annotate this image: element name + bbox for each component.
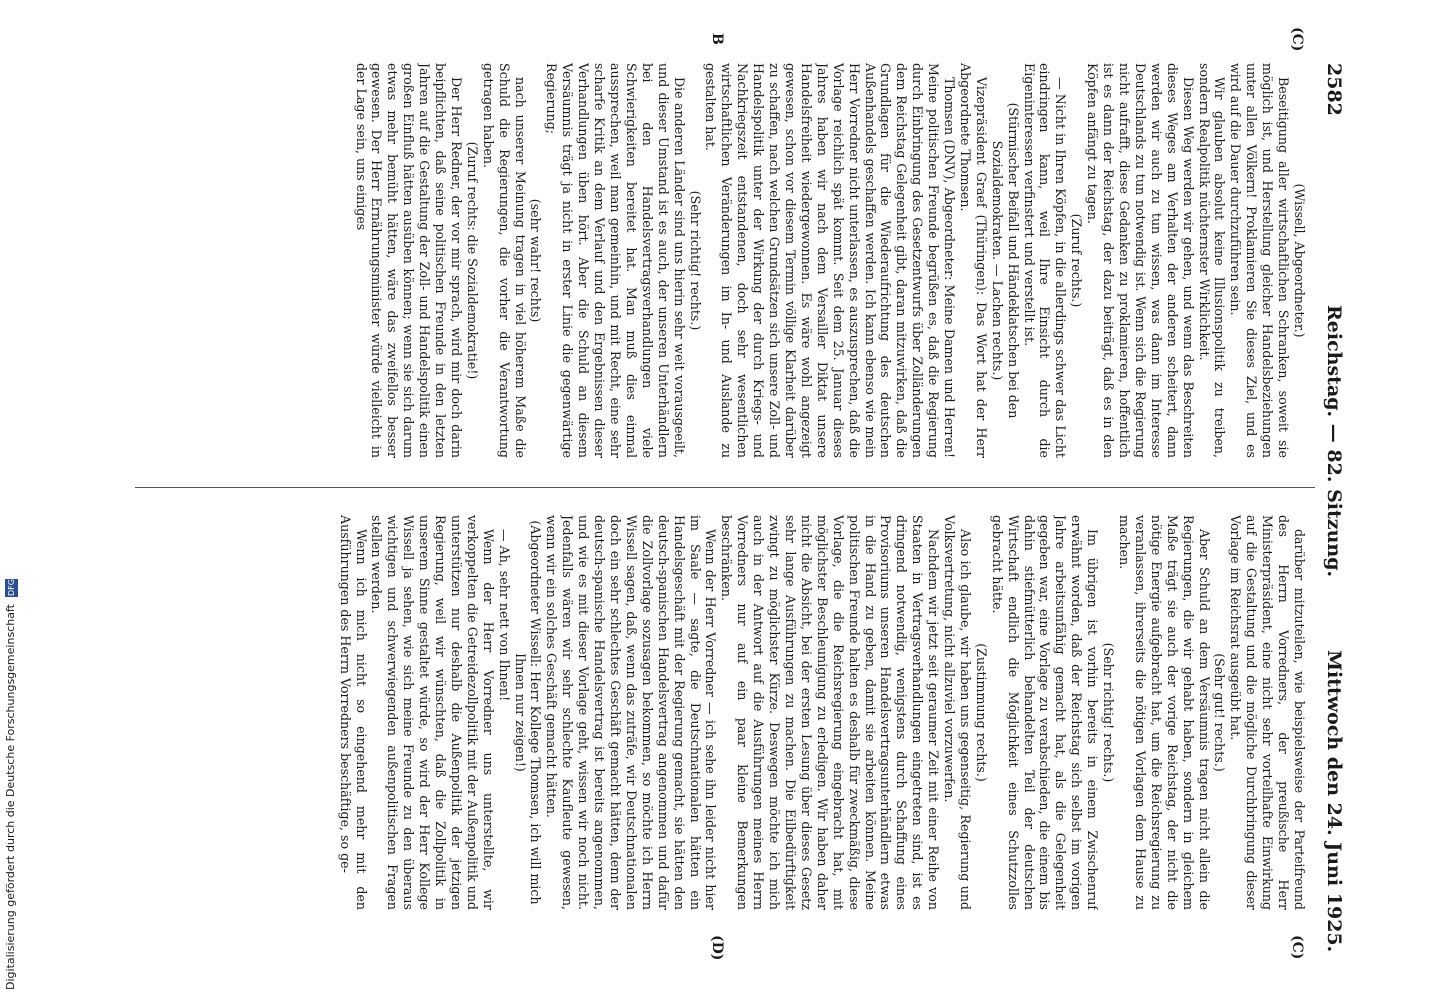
paragraph: Aber Schuld an dem Versäumnis tragen nicht allein die Regierungen, die wir gehabt haben, sondern in gleichem Maße trägt sie auch der vorige Reichstag, der nicht die nötige Energie aufgebracht hat, um die Reichsregierung zu veranlassen, ihrerseits die nötigen Vorlagen dem Hause zu machen. [1117,515,1212,910]
paragraph: Der Herr Redner, der vor mir sprach, wird mir doch darin beipflichten, daß seine politischen Freunde in den letzten Jahren auf die Gestaltung der Zoll- und Handelspolitik einen großen Einfluß hätten ausüben können; wenn sie sich darum etwas mehr bemüht hätten, wäre das zweifellos besser gewesen. Der Herr Ernährungsminister würde vielleicht in der Lage sein, uns einiges [353,63,464,458]
paragraph: (Stürmischer Beifall und Händeklatschen bei den Sozialdemokraten. — Lachen rechts.) [989,102,1021,419]
right-column [157,515,1307,910]
margin-mark-b: B [709,33,725,45]
paragraph: darüber mitzuteilen, wie beispielsweise der Parteifreund des Herrn Vorredners, der preußische Herr Ministerpräsident, eine nicht sehr vorteilhafte Einwirkung auf die Gestaltung und die mögliche Durchbringung dieser Vorlage im Reichsrat ausgeübt hat. [1228,515,1307,910]
paragraph: Beseitigung aller wirtschaftlichen Schranken, soweit sie möglich ist, und Herstellung gleicher Handelsbeziehungen unter allen Völkern! Proklamieren Sie dieses Ziel, und es wird auf die Dauer durchzuführen sein. [1228,63,1292,458]
paragraph: (Zustimmung rechts.) [973,643,989,782]
paragraph: Wir glauben absolut keine Illusionspolitik zu treiben, sondern Realpolitik nüchternster Wirklichkeit. [1196,63,1228,458]
margin-mark-c-left: (C) [1289,27,1305,52]
page-number: 2582 [1323,63,1345,116]
paragraph: (Zuruf rechts.) [1069,213,1085,308]
paragraph: Die anderen Länder sind uns hierin sehr weit vorausgeeilt, und dieser Umstand ist es auch, der unseren Unterhändlern bei den Handelsvertragsverhandlungen viele Schwierigkeiten bereitet hat. Man muß dies einmal aussprechen, weil man gemeinhin, und mit Recht, eine sehr scharfe Kritik an dem Verlauf und den Ergebnissen dieser Verhandlungen üben hört. Aber die Schuld an diesem Versäumnis trägt ja nicht in erster Linie die gegenwärtige Regierung; [544,63,687,458]
paragraph: nach unserer Meinung tragen in viel höherem Maße die Schuld die Regierungen, die vorher die Verantwortung getragen haben. [480,63,528,458]
footer-credit [4,220,24,990]
paragraph: — Nicht in Ihren Köpfen, in die allerdings schwer das Licht eindringen kann, weil Ihre Einsicht durch die Eigeninteressen verfinstert und verstellt ist. [1021,63,1069,458]
paragraph: (Sehr richtig! rechts.) [687,190,703,331]
paragraph: (Wissell, Abgeordneter.) [1292,183,1307,338]
paragraph: Wenn der Herr Vorredner uns unterstellte, wir verkoppelten die Getreidezollpolitik mit der Außenpolitik und unterstützen nur deshalb die Außenpolitik der jetzigen Regierung, weil wir wünschten, daß die Zollpolitik in unserem Sinne gestaltet würde, so wird der Herr Kollege Wissell ja sehen, wie sich meine Freunde zu den überaus wichtigen und schwerwiegenden außenpolitischen Fragen stellen werden. [369,515,496,910]
column-separator [135,487,1315,488]
paragraph: Vizepräsident Graef (Thüringen): Das Wort hat der Herr Abgeordnete Thomsen. [957,63,989,458]
paragraph: Diesen Weg werden wir gehen, und wenn das Beschreiten dieses Weges am Verhalten der anderen scheitert, dann werden wir auch zu tun wissen, was dann im Interesse Deutschlands zu tun notwendig ist. Wenn sich die Regierung nicht aufrafft, diese Gedanken zu proklamieren, hoffentlich ist es dann der Reichstag, der dazu beiträgt, daß es in den Köpfen anfängt zu tagen. [1085,63,1196,458]
paragraph: Nachdem wir jetzt seit geraumer Zeit mit einer Reihe von Staaten in Vertragsverhandlungen eingetreten sind, ist es dringend notwendig, wenigstens durch Schaffung eines Provisoriums unseren Handelsvertragsunterhändlern etwas in die Hand zu geben, damit sie arbeiten können. Meine politischen Freunde halten es deshalb für zweckmäßig, diese Vorlage, die die Reichsregierung eingebracht hat, mit möglichster Beschleunigung zu erledigen. Wir haben daher nicht die Absicht, bei der ersten Lesung über dieses Gesetz sehr lange Ausführungen zu machen. Die Eilbedürftigkeit zwingt zu möglichster Kürze. Deswegen möchte ich mich auch in der Antwort auf die Ausführungen meines Herrn Vorredners nur auf ein paar kleine Bemerkungen beschränken. [719,515,942,910]
rotated-page [100,27,1345,961]
paragraph: (Sehr gut! rechts.) [1212,653,1228,772]
paragraph: Also ich glaube, wir haben uns gegenseitig, Regierung und Volksvertretung, nicht allzuviel vorzuwerfen. [942,515,973,910]
dfg-logo: DFG [6,579,16,597]
margin-mark-d: (D) [709,935,725,961]
paragraph: Thomsen (DNV), Abgeordneter: Meine Damen und Herren! Meine politischen Freunde begrüßen es, daß die Regierung durch Einbringung des Gesetzentwurfs über Zolländerungen dem Reichstag Gelegenheit gibt, daran mitzuwirken, daß die Grundlagen für die Wiederaufrichtung des deutschen Außenhandels geschaffen werden. Ich kann ebenso wie mein Herr Vorredner nicht unterlassen, es auszusprechen, daß die Vorlage reichlich spät kommt. Seit dem 25. Januar dieses Jahres haben wir nach dem Versailler Diktat unsere Handelsfreiheit wiedergewonnen. Es wäre wohl angezeigt gewesen, schon vor diesem Termin völlige Klarheit darüber zu schaffen, nach welchen Grundsätzen sich unsere Zoll- und Handelspolitik unter der Wirkung der durch Kriegs- und Nachkriegszeit entstandenen, doch sehr wesentlichen wirtschaftlichen Veränderungen im In- und Auslande zu gestalten hat. [703,63,958,458]
margin-mark-c-right: (C) [1289,935,1305,960]
footer-text: Digitalisierung gefördert durch die Deutsche Forschungsgemeinschaft [4,604,17,990]
header-title: Reichstag. — 82. Sitzung. [1323,305,1345,578]
paragraph: (Abgeordneter Wissell: Herr Kollege Thomsen, ich will mich Ihnen nur zeigen!) [512,520,544,905]
paragraph: Wenn ich mich nicht so eingehend mehr mit den Ausführungen des Herrn Vorredners beschäftige, so ge- [337,515,369,910]
paragraph: — Ah, sehr nett von Ihnen! [496,529,512,702]
header-date: Mittwoch den 24. Juni 1925. [1323,650,1345,953]
paragraph: Im übrigen ist vorhin bereits in einem Zwischenruf erwähnt worden, daß der Reichstag sich selbst im vorigen Jahre arbeitsunfähig gemacht hat, als die Gelegenheit gegeben war, eine Vorlage zu verabschieden, die einem bis dahin stiefmütterlich behandelten Teil der deutschen Wirtschaft endlich die Möglichkeit eines Schutzzolles gebracht hätte. [989,515,1101,910]
paragraph: (sehr wahr! rechts) [528,198,544,323]
paragraph: (Sehr richtig! rechts.) [1101,642,1117,783]
page-header [1315,55,1345,955]
paragraph: Wenn der Herr Vorredner — ich sehe ihn leider nicht hier im Saale — sagte, die Deutschnationalen hätten ein Handelsgeschäft mit der Regierung gemacht, sie hätten den deutsch-spanischen Handelsvertrag angenommen und dafür die Zollvorlage sozusagen bekommen, so möchte ich Herrn Wissell sagen, daß, wenn das zuträfe, wir Deutschnationalen doch ein sehr schlechtes Geschäft gemacht hätten, denn der deutsch-spanische Handelsvertrag ist bereits angenommen, und wie es mit dieser Vorlage geht, wissen wir noch nicht. Jedenfalls wären wir sehr schlechte Kaufleute gewesen, wenn wir ein solches Geschäft gemacht hätten. [544,515,719,910]
paragraph: (Zuruf rechts: die Sozialdemokratie!) [464,141,480,380]
left-column [157,63,1307,458]
